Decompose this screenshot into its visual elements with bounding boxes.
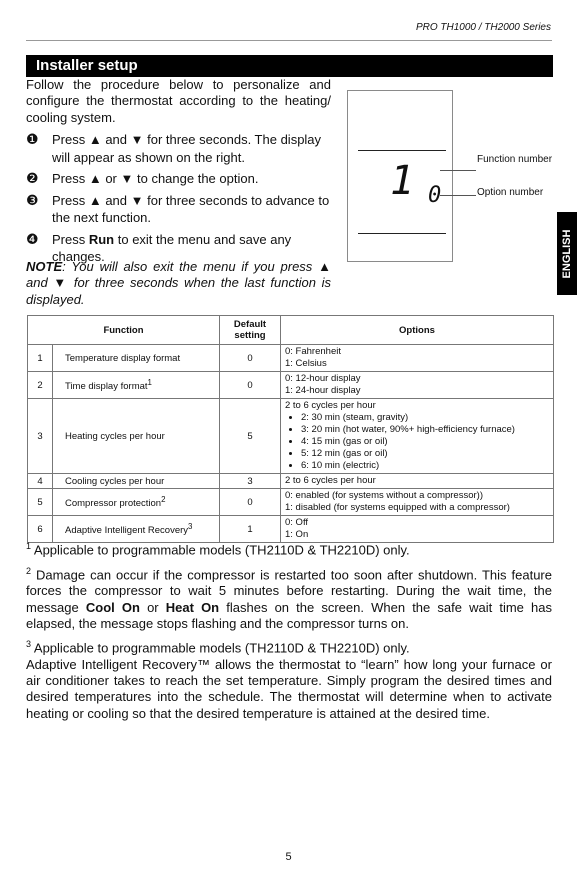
function-name: Adaptive Intelligent Recovery$^3$: [53, 516, 220, 543]
default-value: 5: [220, 399, 281, 474]
step-number-icon: ❹: [26, 230, 39, 247]
header-rule: [26, 40, 552, 41]
down-arrow-icon: ▼: [130, 132, 144, 147]
step-1: [26, 131, 331, 166]
run-keyword: Run: [88, 231, 115, 247]
options-cell: 0: 12-hour display 1: 24-hour display: [281, 372, 554, 399]
table-row: [28, 489, 554, 516]
default-value: 0: [220, 345, 281, 372]
row-number: 1: [28, 345, 53, 372]
options-cell: 2 to 6 cycles per hour • 2: 30 min (steam, gravity) • 3: 20 min (hot water, 90%+ high-efficiency furnace) • 4: 15 min (gas or oil) • 5: 12 min (gas or oil) • 6: 10 min (electric): [281, 399, 554, 474]
option-callout-line: [440, 195, 476, 196]
row-number: 2: [28, 372, 53, 399]
footnote-2: $^2$ Damage can occur if the compressor is restarted too soon after shutdown. This feature forces the compressor to wait 5 minutes before restarting. During the wait time, the message Cool On or Heat On flashes on the screen. When the safe wait time has elapsed, the message stops flashing and the compressor turns on.: [26, 565, 552, 631]
function-number-digit: 1: [390, 158, 415, 204]
options-cell: 0: Off 1: On: [281, 516, 554, 543]
function-number-label: Function number: [477, 154, 553, 165]
list-item: • 5: 12 min (gas or oil): [301, 448, 549, 460]
table-row: [28, 474, 554, 489]
up-arrow-icon: ▲: [88, 132, 102, 147]
function-name: Time display format$^1$: [53, 372, 220, 399]
default-value: 0: [220, 372, 281, 399]
step-number-icon: ❷: [26, 170, 39, 186]
table-row: [28, 372, 554, 399]
step-number-icon: ❸: [26, 191, 39, 208]
footnote-ref: 3: [188, 521, 193, 531]
options-cell: 0: enabled (for systems without a compressor)) 1: disabled (for systems equipped with a compressor): [281, 489, 554, 516]
table-header-row: [28, 316, 554, 345]
function-name: Heating cycles per hour: [53, 399, 220, 474]
cycle-options-list: [285, 412, 549, 472]
footnote-3: $^3$ Applicable to programmable models (TH2110D & TH2210D) only.: [26, 639, 410, 656]
display-top-line: [358, 150, 446, 151]
page-number: 5: [285, 851, 292, 863]
default-value: 0: [220, 489, 281, 516]
section-title: Installer setup: [26, 55, 553, 77]
default-value: 1: [220, 516, 281, 543]
function-name: Compressor protection$^2$: [53, 489, 220, 516]
step-3: [26, 192, 331, 227]
step-number-icon: ❶: [26, 131, 39, 147]
row-number: 5: [28, 489, 53, 516]
table-row: [28, 399, 554, 474]
options-cell: 2 to 6 cycles per hour: [281, 474, 554, 489]
step-text: Press ▲ and ▼ for three seconds. The display will appear as shown on the right.: [52, 132, 322, 165]
list-item: • 2: 30 min (steam, gravity): [301, 412, 549, 424]
display-bottom-line: [358, 233, 446, 234]
steps-list: [26, 131, 331, 270]
note-label: NOTE: [26, 259, 63, 274]
installer-functions-table: [27, 315, 554, 543]
step-text: Press ▲ or ▼ to change the option.: [52, 171, 259, 186]
table-row: [28, 345, 554, 372]
up-arrow-icon: ▲: [88, 192, 102, 208]
column-header-function: Function: [28, 316, 220, 345]
thermostat-display-illustration: [347, 90, 453, 262]
header-series-title: PRO TH1000 / TH2000 Series: [415, 22, 551, 33]
language-side-tab: ENGLISH: [557, 212, 577, 295]
air-description: Adaptive Intelligent Recovery™ allows the thermostat to “learn” how long your furnace or air conditioner takes to reach the set temperature. Simply program the desired times and desired temperatures into the schedule. The thermostat will determine when to activate heating or cooling so that the desired temperature is attained at the desired time.: [26, 656, 552, 721]
list-item: • 4: 15 min (gas or oil): [301, 436, 549, 448]
step-text: Press Run to exit the menu and save any changes.: [52, 231, 292, 264]
footnotes: [26, 538, 552, 726]
function-name: Cooling cycles per hour: [53, 474, 220, 489]
options-cell: 0: Fahrenheit 1: Celsius: [281, 345, 554, 372]
column-header-options: Options: [281, 316, 554, 345]
row-number: 6: [28, 516, 53, 543]
list-item: • 6: 10 min (electric): [301, 460, 549, 472]
default-value: 3: [220, 474, 281, 489]
option-number-label: Option number: [477, 187, 544, 198]
column-header-default: Default setting: [220, 316, 281, 345]
intro-paragraph: Follow the procedure below to personalize and configure the thermostat according to the heating/ cooling system.: [26, 77, 331, 125]
step-text: Press ▲ and ▼ for three seconds to advance to the next function.: [52, 192, 330, 225]
option-number-digit: 0: [428, 183, 442, 208]
note-paragraph: NOTE: You will also exit the menu if you press ▲ and ▼ for three seconds when the last function is displayed.: [26, 259, 331, 307]
down-arrow-icon: ▼: [120, 171, 134, 186]
function-name: Temperature display format: [53, 345, 220, 372]
footnote-ref: 2: [161, 494, 166, 504]
up-arrow-icon: ▲: [88, 171, 102, 186]
row-number: 3: [28, 399, 53, 474]
footnote-ref: 1: [147, 377, 152, 387]
row-number: 4: [28, 474, 53, 489]
function-callout-line: [440, 170, 476, 171]
footnote-1: $^1$ Applicable to programmable models (TH2110D & TH2210D) only.: [26, 541, 410, 558]
step-2: [26, 170, 331, 188]
list-item: • 3: 20 min (hot water, 90%+ high-efficiency furnace): [301, 424, 549, 436]
down-arrow-icon: ▼: [130, 192, 144, 208]
